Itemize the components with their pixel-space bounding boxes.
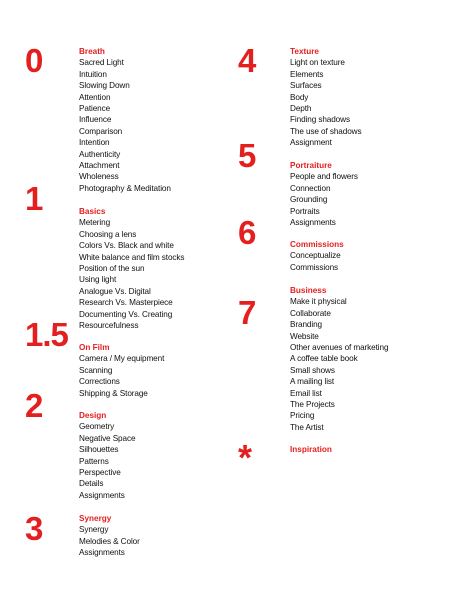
list-item: Assignments: [79, 490, 125, 500]
chapter-title: Breath: [79, 47, 105, 56]
chapter-title: Commissions: [290, 240, 344, 249]
list-item: Pricing: [290, 411, 315, 421]
chapter-breath: [79, 46, 171, 194]
list-item: The Projects: [290, 399, 335, 409]
list-item: Position of the sun: [79, 263, 145, 273]
chapter-commissions: [290, 239, 344, 273]
chapter-inspiration: [290, 444, 332, 455]
list-item: Metering: [79, 218, 111, 228]
chapter-number-1-5: 1.5: [25, 316, 68, 353]
chapter-number-6: 6: [238, 214, 256, 251]
list-item: Negative Space: [79, 433, 136, 443]
chapter-title: Basics: [79, 207, 106, 216]
list-item: Attention: [79, 92, 111, 102]
list-item: Assignment: [290, 138, 332, 148]
chapter-number-1: 1: [25, 180, 43, 217]
chapter-number-4: 4: [238, 42, 256, 79]
chapter-number-2: 2: [25, 387, 43, 424]
list-item: Analogue Vs. Digital: [79, 286, 151, 296]
chapter-number-7: 7: [238, 294, 256, 331]
list-item: Small shows: [290, 365, 335, 375]
list-item: Camera / My equipment: [79, 354, 165, 364]
list-item: The use of shadows: [290, 126, 362, 136]
chapter-title: Texture: [290, 47, 319, 56]
list-item: Wholeness: [79, 172, 119, 182]
list-item: Colors Vs. Black and white: [79, 241, 174, 251]
list-item: Corrections: [79, 377, 120, 387]
list-item: Geometry: [79, 422, 115, 432]
list-item: Sacred Light: [79, 58, 124, 68]
list-item: Finding shadows: [290, 115, 350, 125]
list-item: Depth: [290, 103, 312, 113]
list-item: White balance and film stocks: [79, 252, 185, 262]
list-item: Other avenues of marketing: [290, 342, 389, 352]
list-item: The Artist: [290, 422, 324, 432]
list-item: Comparison: [79, 126, 123, 136]
list-item: Intention: [79, 138, 110, 148]
list-item: Scanning: [79, 365, 113, 375]
chapter-title: Design: [79, 411, 107, 420]
list-item: Connection: [290, 183, 331, 193]
list-item: Assignments: [79, 548, 125, 558]
chapter-title: Portraiture: [290, 161, 332, 170]
list-item: Resourcefulness: [79, 320, 139, 330]
list-item: Branding: [290, 320, 322, 330]
chapter-design: [79, 410, 135, 501]
list-item: Documenting Vs. Creating: [79, 309, 173, 319]
list-item: Choosing a lens: [79, 229, 137, 239]
list-item: Shipping & Storage: [79, 388, 148, 398]
chapter-synergy: [79, 513, 140, 559]
list-item: Patience: [79, 103, 111, 113]
list-item: Commissions: [290, 262, 339, 272]
list-item: Influence: [79, 115, 112, 125]
chapter-number-0: 0: [25, 42, 43, 79]
chapter-title: Inspiration: [290, 445, 332, 454]
list-item: Perspective: [79, 467, 121, 477]
list-item: Silhouettes: [79, 445, 119, 455]
list-item: Body: [290, 92, 309, 102]
list-item: Attachment: [79, 160, 120, 170]
list-item: Patterns: [79, 456, 109, 466]
list-item: Light on texture: [290, 58, 345, 68]
chapter-number-5: 5: [238, 137, 256, 174]
chapter-basics: [79, 206, 184, 331]
chapter-number-3: 3: [25, 510, 43, 547]
list-item: Elements: [290, 69, 324, 79]
list-item: Slowing Down: [79, 81, 130, 91]
list-item: People and flowers: [290, 172, 358, 182]
list-item: Collaborate: [290, 308, 331, 318]
list-item: Using light: [79, 275, 117, 285]
list-item: Research Vs. Masterpiece: [79, 298, 173, 308]
list-item: Details: [79, 479, 104, 489]
list-item: Surfaces: [290, 81, 322, 91]
list-item: A mailing list: [290, 377, 335, 387]
chapter-portraiture: [290, 160, 358, 228]
list-item: Grounding: [290, 195, 328, 205]
list-item: Synergy: [79, 525, 109, 535]
list-item: Authenticity: [79, 149, 121, 159]
list-item: Intuition: [79, 69, 107, 79]
chapter-title: On Film: [79, 343, 110, 352]
list-item: Photography & Meditation: [79, 183, 171, 193]
list-item: A coffee table book: [290, 354, 358, 364]
list-item: Melodies & Color: [79, 536, 140, 546]
chapter-title: Business: [290, 286, 327, 295]
list-item: Email list: [290, 388, 322, 398]
list-item: Website: [290, 331, 319, 341]
chapter-number-asterisk: *: [238, 437, 252, 478]
chapter-business: [290, 285, 388, 433]
list-item: Portraits: [290, 206, 320, 216]
chapter-title: Synergy: [79, 514, 112, 523]
list-item: Make it physical: [290, 297, 347, 307]
list-item: Conceptualize: [290, 251, 341, 261]
chapter-texture: [290, 46, 361, 149]
chapter-on-film: [79, 342, 164, 399]
list-item: Assignments: [290, 217, 336, 227]
